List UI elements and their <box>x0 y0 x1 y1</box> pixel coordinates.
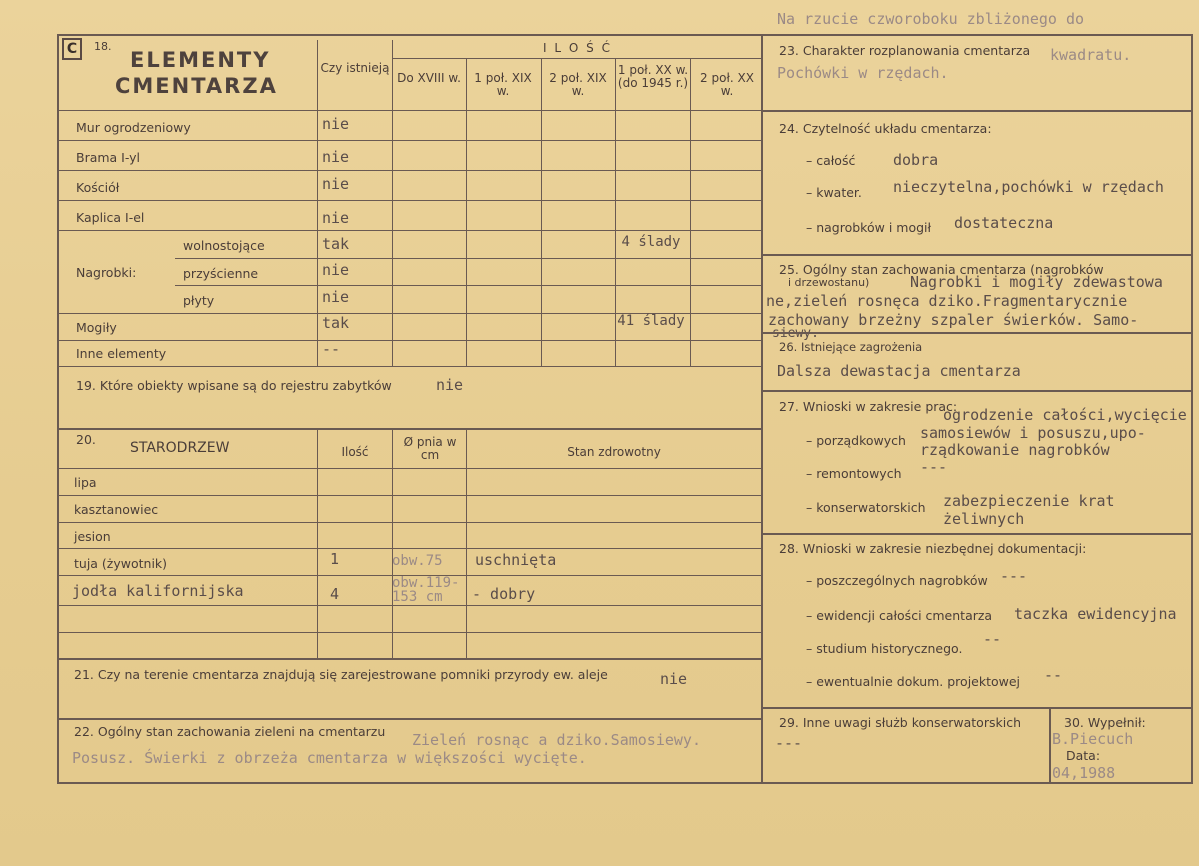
q27-row-label: – konserwatorskich <box>806 500 926 515</box>
trees-health-header: Stan zdrowotny <box>567 445 661 459</box>
divider <box>763 110 1193 112</box>
exists-value: nie <box>322 261 350 279</box>
divider <box>57 522 763 523</box>
divider <box>690 58 691 366</box>
tree-name-typed: jodła kalifornijska <box>72 582 244 600</box>
divider <box>57 632 763 633</box>
q27-label: 27. Wnioski w zakresie prac: <box>779 399 958 414</box>
q28-row-value: -- <box>1044 666 1063 684</box>
divider <box>57 605 763 606</box>
q25-line: zachowany brzeżny szpaler świerków. Samo- <box>768 311 1139 329</box>
q24-row-label: – nagrobków i mogił <box>806 220 932 235</box>
period-header-1: Do XVIII w. <box>397 71 461 85</box>
divider <box>763 254 1193 256</box>
period-4-value: 41 ślady <box>617 313 685 329</box>
q30-name: B.Piecuch <box>1052 730 1134 748</box>
divider <box>1049 707 1051 784</box>
q24-row-value: dostateczna <box>954 214 1054 232</box>
q23-label: 23. Charakter rozplanowania cmentarza <box>779 43 1031 58</box>
q19-answer: nie <box>436 376 464 394</box>
divider <box>763 707 1193 709</box>
q28-row-label: – poszczególnych nagrobków <box>806 573 988 588</box>
trees-title: STARODRZEW <box>130 440 230 456</box>
q28-row-label: – ewentualnie dokum. projektowej <box>806 674 1021 689</box>
period-header-4: 1 poł. XX w. (do 1945 r.) <box>617 63 689 90</box>
q30-date: 04,1988 <box>1052 764 1116 782</box>
exists-value: nie <box>322 115 350 133</box>
divider <box>57 140 763 141</box>
tree-name: tuja (żywotnik) <box>74 556 168 571</box>
divider <box>57 658 763 660</box>
divider <box>763 533 1193 535</box>
title-cmentarza: CMENTARZA <box>115 74 278 98</box>
tree-name: jesion <box>74 529 111 544</box>
q24-row-value: dobra <box>893 151 939 169</box>
divider <box>392 40 393 366</box>
q23-line2: Pochówki w rzędach. <box>777 64 949 82</box>
divider <box>57 200 763 201</box>
q19-label: 19. Które obiekty wpisane są do rejestru zabytków <box>76 378 392 393</box>
row-label: wolnostojące <box>183 238 265 253</box>
q25-line: Nagrobki i mogiły zdewastowa <box>910 273 1163 291</box>
q27-row-value: zabezpieczenie krat <box>943 492 1115 510</box>
q28-row-label: – studium historycznego. <box>806 641 963 656</box>
q22-line1: Zieleń rosnąc a dziko.Samosiewy. <box>412 731 701 749</box>
q26-answer: Dalsza dewastacja cmentarza <box>777 362 1021 380</box>
exists-value: tak <box>322 314 350 332</box>
divider <box>57 110 763 111</box>
ilosc-header: I L O Ś Ć <box>543 41 612 55</box>
q27-row-value: samosiewów i posuszu,upo- <box>920 424 1146 442</box>
q28-row-value: --- <box>1000 567 1028 585</box>
q21-answer: nie <box>660 670 688 688</box>
q27-row-label: – remontowych <box>806 466 902 481</box>
q29-label: 29. Inne uwagi służb konserwatorskich <box>779 715 1021 730</box>
divider <box>57 428 763 430</box>
q30-label: 30. Wypełnił: <box>1064 715 1146 730</box>
q30-date-label: Data: <box>1066 748 1101 763</box>
q25-line: ne,zieleń rosnęca dziko.Fragmentarycznie <box>766 292 1128 310</box>
title-elementy: ELEMENTY <box>130 48 271 72</box>
q22-line2: Posusz. Świerki z obrzeża cmentarza w większości wycięte. <box>72 749 587 767</box>
divider <box>175 285 763 286</box>
divider <box>541 58 542 366</box>
section-18-number: 18. <box>94 40 112 53</box>
q27-row-label: – porządkowych <box>806 433 906 448</box>
tree-health: - dobry <box>472 585 536 603</box>
period-header-3: 2 poł. XIX w. <box>549 71 607 98</box>
divider <box>57 340 763 341</box>
divider <box>317 430 318 658</box>
q24-row-label: – kwater. <box>806 185 862 200</box>
row-label: Inne elementy <box>76 346 167 361</box>
q20-number: 20. <box>76 432 96 447</box>
period-header-2: 1 poł. XIX w. <box>474 71 532 98</box>
q28-row-value: taczka ewidencyjna <box>1014 605 1177 623</box>
divider <box>466 58 467 366</box>
q22-label: 22. Ogólny stan zachowania zieleni na cmentarzu <box>74 724 386 739</box>
period-4-value: 4 ślady <box>621 234 681 250</box>
q23-line1: kwadratu. <box>1050 46 1132 64</box>
divider <box>763 390 1193 392</box>
q24-row-label: – całość <box>806 153 856 168</box>
tree-health: uschnięta <box>475 551 557 569</box>
q28-row-label: – ewidencji całości cmentarza <box>806 608 993 623</box>
divider <box>57 468 763 469</box>
nagrobki-label: Nagrobki: <box>76 265 137 280</box>
q24-label: 24. Czytelność układu cmentarza: <box>779 121 992 136</box>
tree-diam: obw.75 <box>392 553 443 569</box>
corner-letter-box: C <box>62 38 82 60</box>
divider <box>57 548 763 549</box>
row-label: przyścienne <box>183 266 259 281</box>
top-typed-line: Na rzucie czworoboku zbliżonego do <box>777 10 1085 28</box>
trees-diam-header: Ø pnia w cm <box>403 435 457 462</box>
q27-row-value: rządkowanie nagrobków <box>920 441 1110 459</box>
col-exists-header: Czy istnieją <box>320 61 390 75</box>
row-label: Brama I-yl <box>76 150 141 165</box>
divider <box>466 430 467 658</box>
trees-count-header: Ilość <box>341 445 369 459</box>
q25-label: 25. Ogólny stan zachowania cmentarza (nagrobków <box>779 262 1104 277</box>
q29-answer: --- <box>775 734 803 752</box>
row-label: Mogiły <box>76 320 117 335</box>
q28-row-value: -- <box>983 630 1002 648</box>
exists-value: nie <box>322 288 350 306</box>
row-label: Mur ogrodzeniowy <box>76 120 191 135</box>
divider <box>763 332 1193 334</box>
divider <box>392 430 393 658</box>
q27-row-value: --- <box>920 458 948 476</box>
tree-count: 1 <box>330 550 340 568</box>
row-label: Kaplica I-el <box>76 210 145 225</box>
period-header-5: 2 poł. XX w. <box>700 71 754 98</box>
tree-name: kasztanowiec <box>74 502 159 517</box>
row-label: płyty <box>183 293 215 308</box>
exists-value: -- <box>322 340 341 358</box>
exists-value: nie <box>322 209 350 227</box>
divider <box>57 170 763 171</box>
exists-value: nie <box>322 175 350 193</box>
q27-row-value: ogrodzenie całości,wycięcie <box>943 406 1187 424</box>
row-label: Kościół <box>76 180 120 195</box>
q26-label: 26. Istniejące zagrożenia <box>779 340 923 354</box>
exists-value: tak <box>322 235 350 253</box>
q25-line: siewy. <box>772 326 819 341</box>
divider <box>57 495 763 496</box>
divider <box>175 258 763 259</box>
q25-sub: i drzewostanu) <box>788 276 870 289</box>
divider <box>392 58 763 59</box>
tree-name: lipa <box>74 475 97 490</box>
q21-label: 21. Czy na terenie cmentarza znajdują się zarejestrowane pomniki przyrody ew. aleje <box>74 667 608 682</box>
divider <box>317 40 318 366</box>
divider <box>57 230 763 231</box>
divider <box>57 366 763 367</box>
q24-row-value: nieczytelna,pochówki w rzędach <box>893 178 1164 196</box>
tree-diam: obw.119-153 cm <box>392 575 460 605</box>
q27-row-value: żeliwnych <box>943 510 1025 528</box>
tree-count: 4 <box>330 585 340 603</box>
exists-value: nie <box>322 148 350 166</box>
q28-label: 28. Wnioski w zakresie niezbędnej dokumentacji: <box>779 541 1087 556</box>
divider <box>57 718 763 720</box>
